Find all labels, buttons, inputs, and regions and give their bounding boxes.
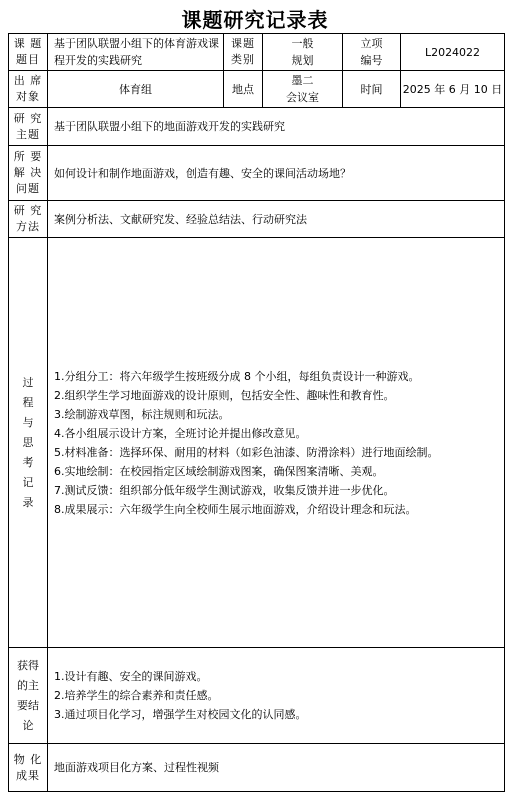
subject-value: 基于团队联盟小组下的地面游戏开发的实践研究	[48, 108, 505, 146]
result-value: 地面游戏项目化方案、过程性视频	[48, 744, 505, 792]
conclusion-item: 1.设计有趣、安全的课间游戏。	[54, 670, 208, 683]
time-label: 时间	[343, 71, 401, 108]
page-title: 课题研究记录表	[181, 8, 329, 32]
process-item: 7.测试反馈：组织部分低年级学生测试游戏，收集反馈并进一步优化。	[54, 483, 395, 497]
conclusion-item: 2.培养学生的综合素养和责任感。	[54, 689, 219, 702]
process-label: 过 程 与 思 考 记 录	[9, 238, 48, 648]
row-process	[9, 238, 505, 648]
process-item: 4.各小组展示设计方案，全班讨论并提出修改意见。	[54, 426, 307, 440]
row-attendee	[9, 71, 505, 108]
process-item: 2.组织学生学习地面游戏的设计原则，包括安全性、趣味性和教育性。	[54, 388, 395, 402]
row-subject	[9, 108, 505, 146]
topic-value: 基于团队联盟小组下的体育游戏课程开发的实践研究	[48, 34, 224, 71]
place-value: 墨二 会议室	[263, 71, 343, 108]
project-number-label: 立项 编号	[343, 34, 401, 71]
conclusion-list	[48, 648, 505, 744]
process-list	[48, 238, 505, 648]
process-item: 3.绘制游戏草图，标注规则和玩法。	[54, 407, 230, 421]
problem-value: 如何设计和制作地面游戏，创造有趣、安全的课间活动场地？	[48, 146, 505, 201]
project-number-value: L2024022	[401, 34, 505, 71]
conclusion-item: 3.通过项目化学习，增强学生对校园文化的认同感。	[54, 708, 307, 721]
row-conclusion	[9, 648, 505, 744]
attendee-value: 体育组	[48, 71, 224, 108]
process-item: 8.成果展示：六年级学生向全校师生展示地面游戏，介绍设计理念和玩法。	[54, 502, 417, 516]
record-table	[8, 33, 505, 792]
row-method	[9, 201, 505, 238]
process-item: 5.材料准备：选择环保、耐用的材料（如彩色油漆、防滑涂料）进行地面绘制。	[54, 445, 439, 459]
process-item: 1.分组分工：将六年级学生按班级分成 8 个小组，每组负责设计一种游戏。	[54, 369, 420, 383]
process-item: 6.实地绘制：在校园指定区域绘制游戏图案，确保图案清晰、美观。	[54, 464, 384, 478]
row-result	[9, 744, 505, 792]
method-label: 研 究 方法	[9, 201, 48, 238]
row-topic	[9, 34, 505, 71]
result-label: 物 化 成果	[9, 744, 48, 792]
subject-label: 研 究 主题	[9, 108, 48, 146]
topic-label: 课 题 题目	[9, 34, 48, 71]
conclusion-label: 获得 的主 要结 论	[9, 648, 48, 744]
place-label: 地点	[224, 71, 263, 108]
time-value: 2025 年 6 月 10 日	[401, 71, 505, 108]
row-problem	[9, 146, 505, 201]
category-value: 一般 规划	[263, 34, 343, 71]
method-value: 案例分析法、文献研究发、经验总结法、行动研究法	[48, 201, 505, 238]
category-label: 课题 类别	[224, 34, 263, 71]
problem-label: 所 要 解 决 问题	[9, 146, 48, 201]
attendee-label: 出 席 对象	[9, 71, 48, 108]
